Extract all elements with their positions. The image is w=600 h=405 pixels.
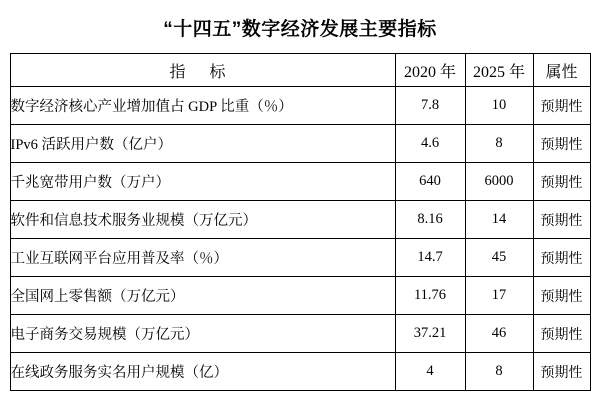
cell-attribute: 预期性 — [533, 87, 590, 125]
cell-attribute: 预期性 — [533, 201, 590, 239]
table-header — [10, 54, 590, 87]
cell-attribute: 预期性 — [533, 315, 590, 353]
cell-indicator-name: 在线政务服务实名用户规模（亿） — [10, 353, 395, 391]
table-header-row — [10, 54, 590, 87]
column-header-2025: 2025 年 — [465, 54, 533, 87]
cell-2025-value: 10 — [465, 87, 533, 125]
table-row — [10, 87, 590, 125]
cell-2020-value: 8.16 — [395, 201, 465, 239]
column-header-attribute: 属性 — [533, 54, 590, 87]
cell-2020-value: 7.8 — [395, 87, 465, 125]
cell-2020-value: 4 — [395, 353, 465, 391]
cell-indicator-name: 工业互联网平台应用普及率（％） — [10, 239, 395, 277]
cell-attribute: 预期性 — [533, 125, 590, 163]
table-body — [10, 87, 590, 391]
column-header-indicator: 指 标 — [10, 54, 395, 87]
cell-2020-value: 14.7 — [395, 239, 465, 277]
table-row — [10, 353, 590, 391]
cell-2025-value: 6000 — [465, 163, 533, 201]
cell-indicator-name: IPv6 活跃用户数（亿户） — [10, 125, 395, 163]
cell-2020-value: 4.6 — [395, 125, 465, 163]
metrics-table — [10, 53, 591, 391]
cell-indicator-name: 软件和信息技术服务业规模（万亿元） — [10, 201, 395, 239]
cell-attribute: 预期性 — [533, 239, 590, 277]
cell-2020-value: 640 — [395, 163, 465, 201]
cell-2020-value: 37.21 — [395, 315, 465, 353]
page-title: “十四五”数字经济发展主要指标 — [163, 19, 437, 40]
cell-2025-value: 14 — [465, 201, 533, 239]
table-row — [10, 125, 590, 163]
cell-attribute: 预期性 — [533, 163, 590, 201]
cell-indicator-name: 电子商务交易规模（万亿元） — [10, 315, 395, 353]
cell-indicator-name: 全国网上零售额（万亿元） — [10, 277, 395, 315]
cell-attribute: 预期性 — [533, 353, 590, 391]
table-row — [10, 277, 590, 315]
cell-2025-value: 46 — [465, 315, 533, 353]
table-row — [10, 201, 590, 239]
cell-indicator-name: 数字经济核心产业增加值占 GDP 比重（％） — [10, 87, 395, 125]
cell-2025-value: 17 — [465, 277, 533, 315]
cell-attribute: 预期性 — [533, 277, 590, 315]
cell-indicator-name: 千兆宽带用户数（万户） — [10, 163, 395, 201]
cell-2025-value: 45 — [465, 239, 533, 277]
table-row — [10, 163, 590, 201]
cell-2025-value: 8 — [465, 125, 533, 163]
cell-2025-value: 8 — [465, 353, 533, 391]
table-row — [10, 239, 590, 277]
cell-2020-value: 11.76 — [395, 277, 465, 315]
column-header-2020: 2020 年 — [395, 54, 465, 87]
table-row — [10, 315, 590, 353]
